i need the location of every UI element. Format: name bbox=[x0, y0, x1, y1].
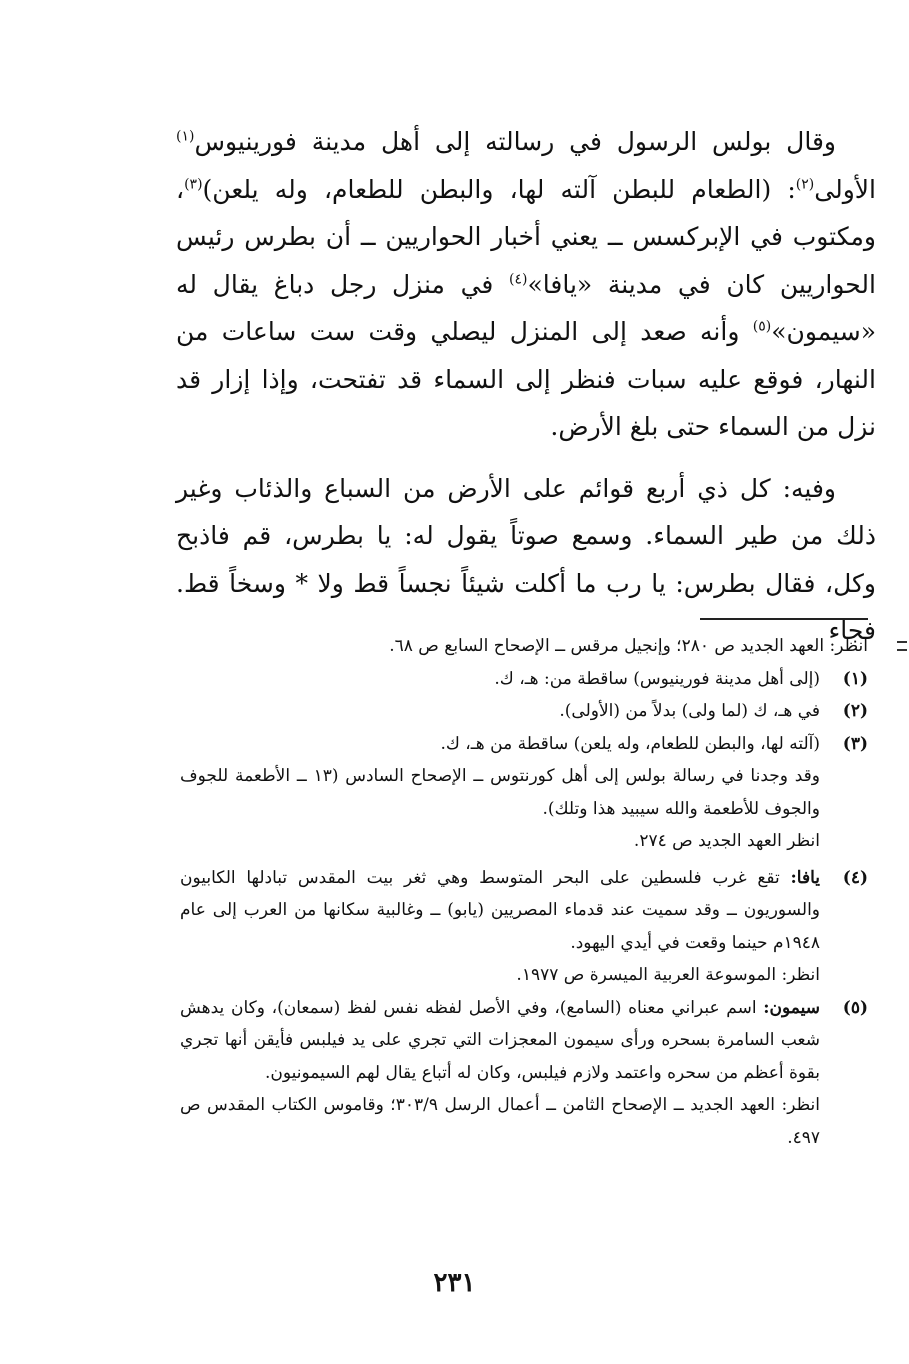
footnote-ref-3: (٣) bbox=[184, 176, 203, 193]
main-text bbox=[176, 118, 876, 655]
footnote-text: في هـ، ك (لما ولى) بدلاً من (الأولى). bbox=[559, 701, 820, 721]
footnote-4 bbox=[180, 862, 868, 992]
footnote-reference: انظر: الموسوعة العربية الميسرة ص ١٩٧٧. bbox=[516, 965, 820, 985]
footnote-number: (٢) bbox=[842, 701, 868, 721]
footnote-text: وقد وجدنا في رسالة بولس إلى أهل كورنتوس ــ الإصحاح السادس (١٣ ــ الأطعمة للجوف والجوف للأطعمة والله سيبيد هذا وتلك). bbox=[180, 766, 820, 819]
footnote-5 bbox=[180, 992, 868, 1155]
paragraph-1: وقال بولس الرسول في رسالته إلى أهل مدينة فورينيوس$^{(١)}$ الأولى$^{(٢)}$: (الطعام للبطن آلته لها، والبطن للطعام، وله يلعن)$^{(٣)}$، ومكتوب في الإبركسس ــ يعني أخبار الحواريين ــ أن بطرس رئيس الحواريين كان في مدينة «يافا»$^{(٤)}$ في منزل رجل دباغ يقال له «سيمون»$^{(٥)}$ وأنه صعد إلى المنزل ليصلي وقت ست ساعات من النهار، فوقع عليه سبات فنظر إلى السماء قد تفتحت، وإذا إزار قد نزل من السماء حتى بلغ الأرض. bbox=[176, 127, 876, 441]
footnote-ref-1: (١) bbox=[176, 128, 195, 145]
footnote-term: سيمون: bbox=[763, 997, 820, 1018]
footnote-number: (١) bbox=[842, 668, 868, 689]
footnote-number: (٣) bbox=[842, 733, 868, 754]
footnote-reference: انظر العهد الجديد ص ٢٧٤. bbox=[633, 831, 820, 851]
footnote-text: (آلته لها، والبطن للطعام، وله يلعن) ساقطة من هـ، ك. bbox=[440, 733, 820, 754]
footnote-ref-2: (٢) bbox=[795, 176, 815, 193]
footnote-intro: انظر: العهد الجديد ص ٢٨٠؛ وإنجيل مرقس ــ الإصحاح السابع ص ٦٨. bbox=[389, 636, 868, 656]
footnote-number: (٤) bbox=[842, 867, 868, 888]
footnote-ref-5: (٥) bbox=[752, 318, 772, 335]
footnote-ref-4: (٤) bbox=[509, 271, 528, 288]
footnote-1 bbox=[180, 663, 868, 696]
paragraph-2: وفيه: كل ذي أربع قوائم على الأرض من السباع والذئاب وغير ذلك من طير السماء. وسمع صوتاً يقول له: يا بطرس، قم فاذبح وكل، فقال بطرس: يا رب ما أكلت شيئاً نجساً قط ولا * وسخاً قط. فجاء bbox=[176, 473, 876, 645]
footnote-text: سيمون: اسم عبراني معناه (السامع)، وفي الأصل لفظه نفس لفظ (سمعان)، وكان يدهش شعب السامرة بسحره ورأى سيمون المعجزات التي تجري على يد فيلبس فأيقن أنها تجري بقوة أعظم من سحره واعتمد ولازم فيلبس، وكان له أتباع يقال لهم السيمونيون. bbox=[180, 997, 820, 1083]
page-number: ٢٣١ bbox=[433, 1268, 476, 1298]
margin-mark bbox=[897, 641, 907, 651]
footnote-separator bbox=[700, 618, 868, 620]
footnote-reference: انظر: العهد الجديد ــ الإصحاح الثامن ــ أعمال الرسل ٣٠٣/٩؛ وقاموس الكتاب المقدس ص ٤٩٧. bbox=[180, 1095, 821, 1148]
footnote-text: يافا: تقع غرب فلسطين على البحر المتوسط وهي ثغر بيت المقدس تبادلها الكابيون والسوريون ــ وقد سميت عند قدماء المصريين (يابو) ــ وغالبية سكانها من العرب إلى عام ١٩٤٨م حينما وقعت في أيدي اليهود. bbox=[180, 867, 820, 953]
footnote-text: (إلى أهل مدينة فورينيوس) ساقطة من: هـ، ك. bbox=[494, 668, 820, 689]
footnote-term: يافا: bbox=[790, 867, 820, 888]
footnotes bbox=[180, 630, 868, 1154]
footnote-3 bbox=[180, 728, 868, 858]
footnote-2 bbox=[180, 695, 868, 728]
footnote-number: (٥) bbox=[842, 997, 868, 1018]
